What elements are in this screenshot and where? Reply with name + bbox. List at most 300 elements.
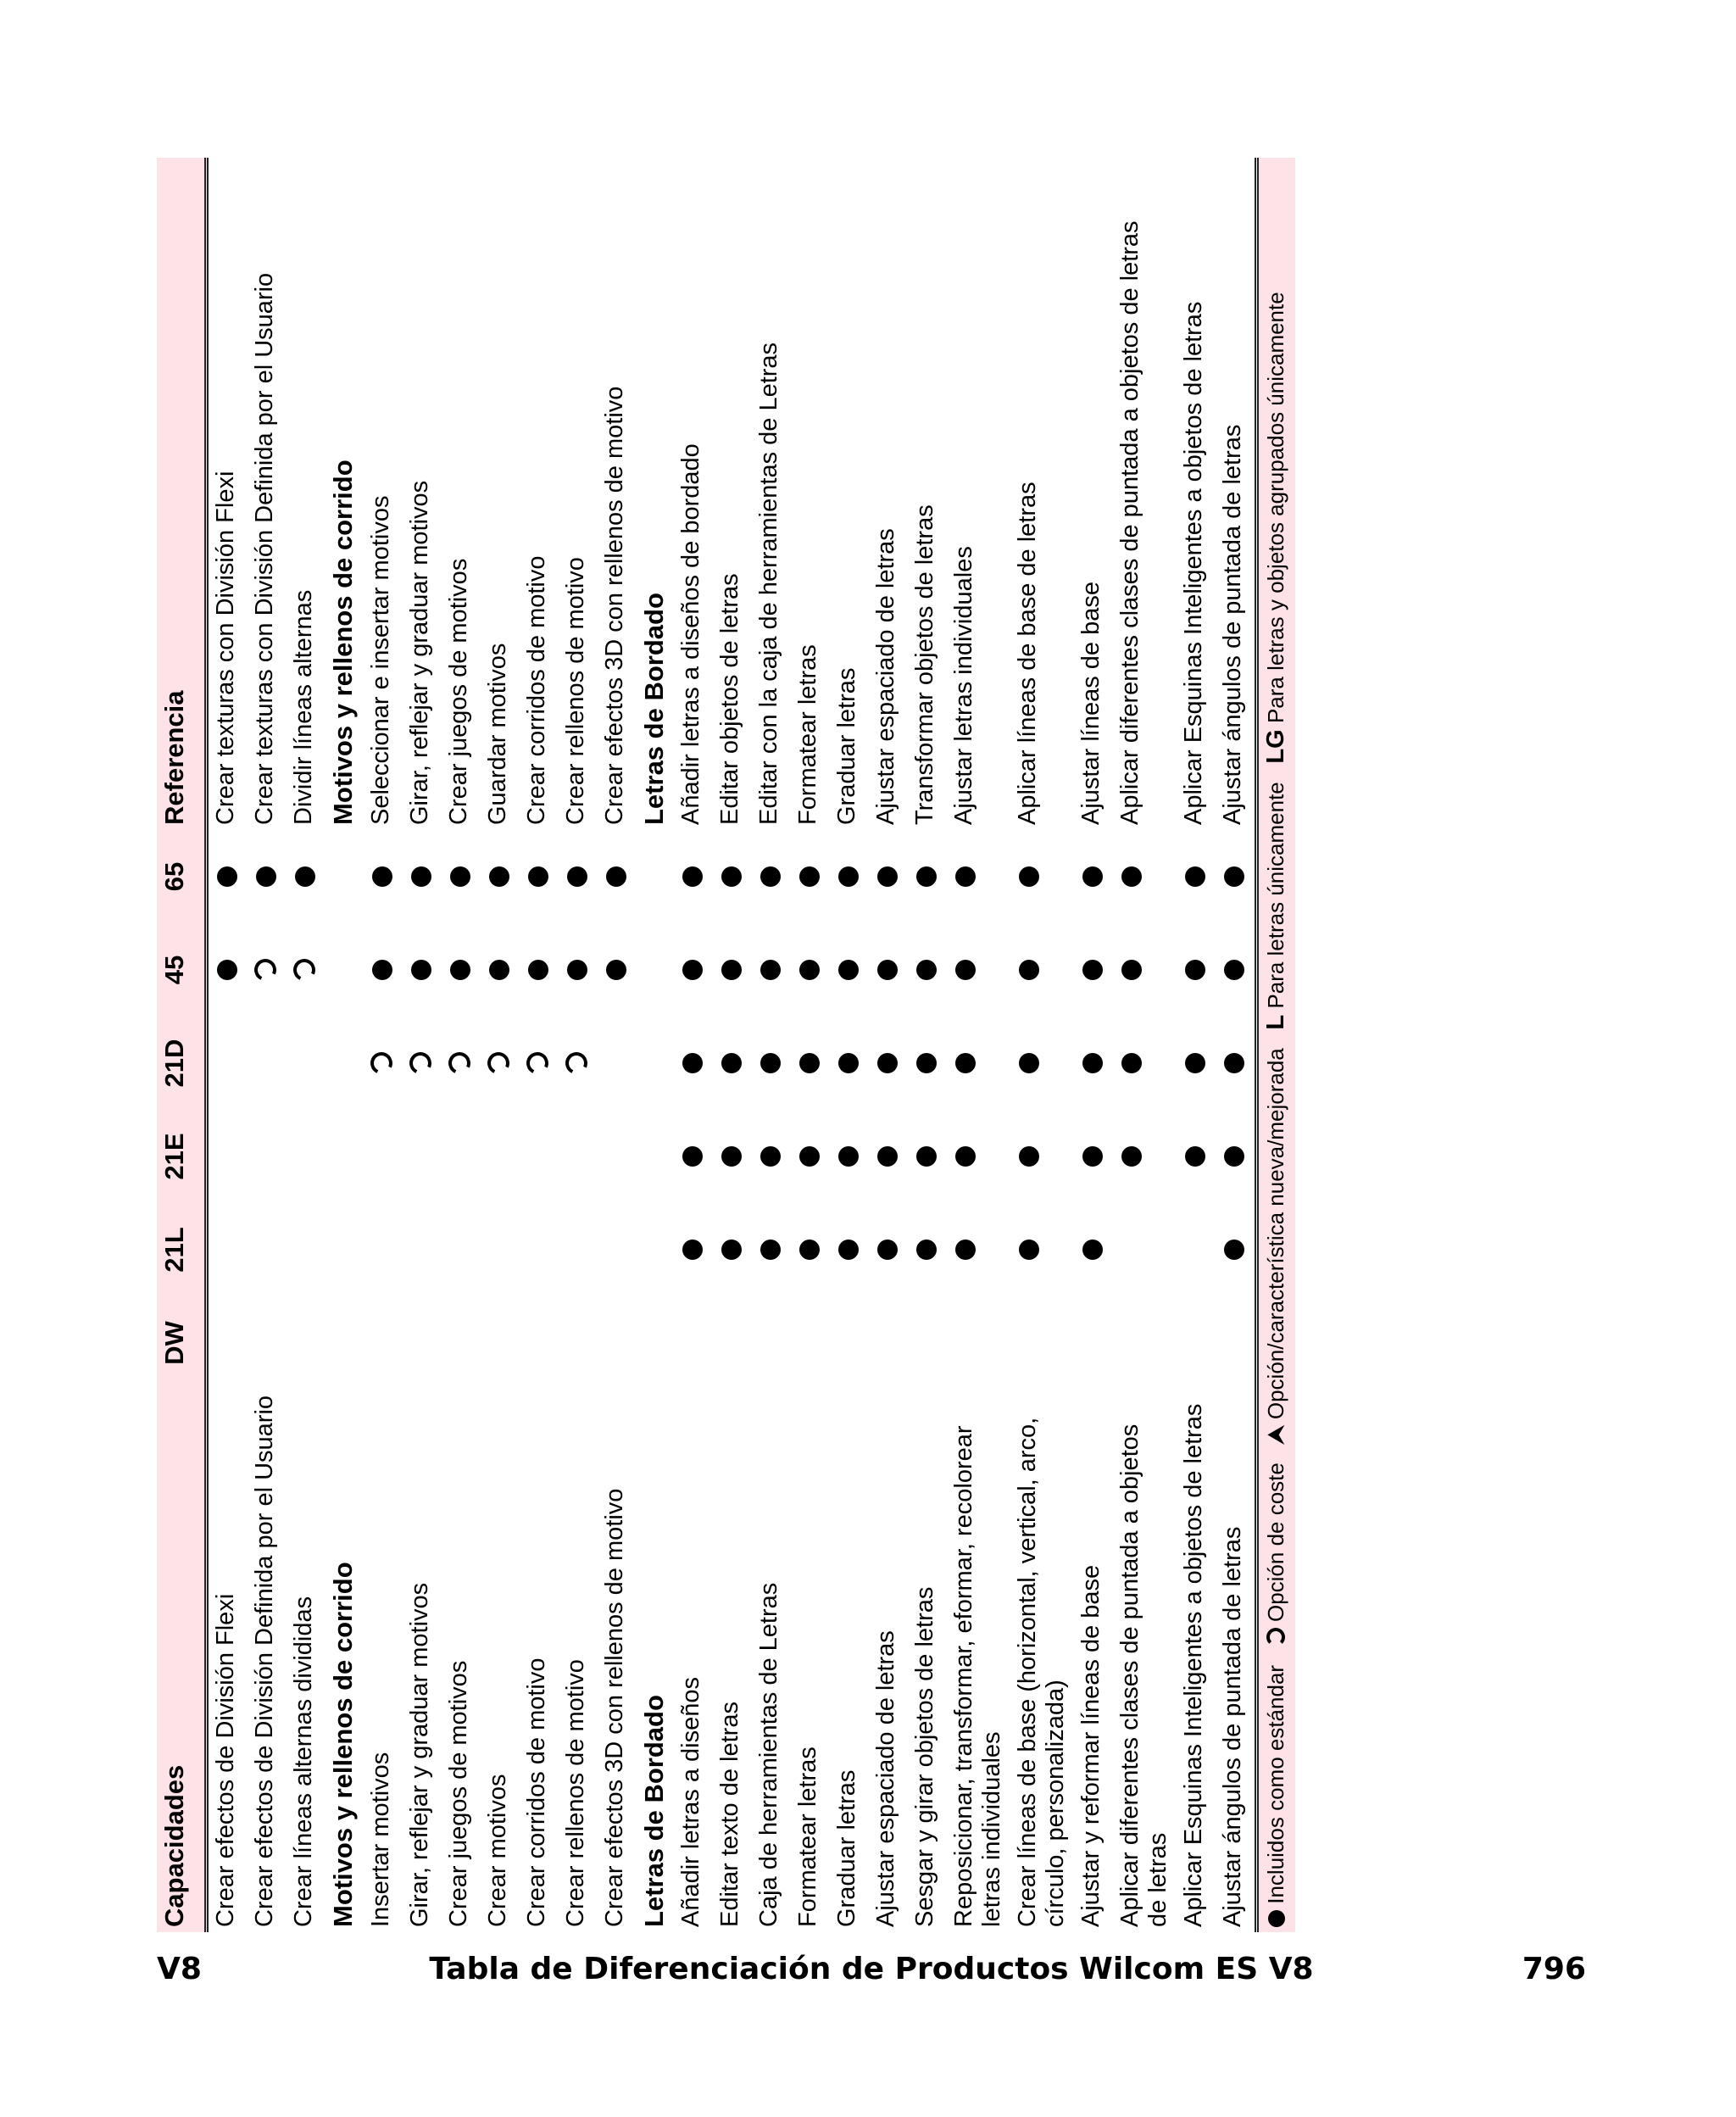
reference-cell: Crear efectos 3D con rellenos de motivo — [600, 386, 628, 825]
table-row — [1010, 158, 1074, 1932]
table-row — [1216, 158, 1257, 1932]
mark-cell-dw — [791, 1296, 830, 1390]
full-dot-icon — [567, 866, 587, 887]
capability-cell: Crear motivos — [481, 1390, 520, 1932]
full-dot-icon — [411, 866, 431, 887]
mark-cell-c21e — [830, 1110, 869, 1203]
mark-cell-dw — [830, 1296, 869, 1390]
full-dot-icon — [721, 1146, 742, 1167]
mark-cell-c45 — [1177, 923, 1216, 1017]
mark-cell-c21d — [947, 1017, 1010, 1110]
full-dot-icon — [1185, 960, 1205, 980]
full-dot-icon — [799, 1146, 820, 1167]
mark-cell-c21e — [248, 1110, 287, 1203]
reference-cell: Crear texturas con División Flexi — [212, 471, 239, 825]
mark-cell-c21l — [248, 1203, 287, 1296]
mark-cell-c45 — [481, 923, 520, 1017]
capability-cell: Motivos y rellenos de corrido — [326, 1390, 364, 1932]
mark-cell-c65 — [830, 830, 869, 923]
mark-cell-c65 — [1074, 830, 1113, 923]
mark-cell-c45 — [908, 923, 947, 1017]
half-circle-icon — [1266, 1628, 1285, 1646]
mark-cell-dw — [520, 1296, 559, 1390]
half-circle-icon — [523, 1049, 551, 1077]
full-dot-icon — [682, 866, 703, 887]
mark-cell-c21d — [207, 1017, 248, 1110]
mark-cell-c21l — [403, 1203, 442, 1296]
mark-cell-c21e — [947, 1110, 1010, 1203]
full-dot-icon — [721, 866, 742, 887]
mark-cell-c21l — [287, 1203, 326, 1296]
reference-cell: Ajustar líneas de base — [1077, 582, 1105, 825]
full-dot-icon — [760, 960, 781, 980]
mark-cell-c21l — [481, 1203, 520, 1296]
mark-cell-c45 — [520, 923, 559, 1017]
full-dot-icon — [877, 1053, 898, 1073]
mark-cell-dw — [713, 1296, 752, 1390]
full-dot-icon — [682, 1240, 703, 1260]
full-dot-icon — [721, 960, 742, 980]
mark-cell-c21d — [520, 1017, 559, 1110]
mark-cell-dw — [481, 1296, 520, 1390]
full-dot-icon — [916, 866, 937, 887]
capability-cell: Crear juegos de motivos — [442, 1390, 481, 1932]
table-row — [559, 158, 598, 1932]
half-circle-icon — [406, 1049, 434, 1077]
mark-cell-c21d — [287, 1017, 326, 1110]
mark-cell-dw — [559, 1296, 598, 1390]
mark-cell-c21d — [752, 1017, 791, 1110]
full-dot-icon — [489, 960, 509, 980]
mark-cell-c65 — [248, 830, 287, 923]
full-dot-icon — [1185, 866, 1205, 887]
rotated-table-block — [157, 158, 1558, 1932]
mark-cell-c65 — [791, 830, 830, 923]
table-row — [869, 158, 908, 1932]
reference-cell: Aplicar líneas de base de letras — [1014, 482, 1042, 825]
half-circle-icon — [562, 1049, 590, 1077]
mark-cell-c21l — [326, 1203, 364, 1296]
full-dot-icon — [1121, 866, 1142, 887]
mark-cell-c21l — [559, 1203, 598, 1296]
mark-cell-c21d — [326, 1017, 364, 1110]
footer-title: Tabla de Diferenciación de Productos Wilcom ES V8 — [429, 1952, 1314, 1986]
mark-cell-c21d — [364, 1017, 403, 1110]
full-dot-icon — [256, 866, 276, 887]
full-dot-icon — [372, 960, 392, 980]
mark-cell-c45 — [364, 923, 403, 1017]
full-dot-icon — [450, 960, 470, 980]
table-row — [442, 158, 481, 1932]
mark-cell-c21d — [1074, 1017, 1113, 1110]
mark-cell-dw — [403, 1296, 442, 1390]
full-dot-icon — [916, 1146, 937, 1167]
reference-cell: Crear texturas con División Definida por el Usuario — [251, 272, 278, 825]
legend-opt-text: Opción de coste — [1263, 1462, 1289, 1623]
mark-cell-c21l — [674, 1203, 713, 1296]
mark-cell-dw — [752, 1296, 791, 1390]
full-dot-icon — [606, 960, 626, 980]
mark-cell-c21l — [713, 1203, 752, 1296]
half-circle-icon — [251, 955, 279, 983]
reference-cell: Crear rellenos de motivo — [561, 557, 589, 825]
mark-cell-c45 — [598, 923, 637, 1017]
mark-cell-c21e — [403, 1110, 442, 1203]
reference-cell: Transformar objetos de letras — [911, 504, 939, 825]
capability-cell: Crear efectos de División Definida por el Usuario — [248, 1390, 287, 1932]
full-dot-icon — [372, 866, 392, 887]
full-dot-icon — [682, 960, 703, 980]
full-dot-icon — [838, 866, 859, 887]
mark-cell-c21d — [869, 1017, 908, 1110]
full-dot-icon — [528, 960, 548, 980]
full-dot-icon — [799, 960, 820, 980]
mark-cell-c21l — [637, 1203, 675, 1296]
full-dot-icon — [528, 866, 548, 887]
mark-cell-c45 — [287, 923, 326, 1017]
mark-cell-dw — [326, 1296, 364, 1390]
mark-cell-c21l — [207, 1203, 248, 1296]
mark-cell-dw — [674, 1296, 713, 1390]
table-row — [207, 158, 248, 1932]
half-circle-icon — [484, 1049, 512, 1077]
capability-cell: Aplicar diferentes clases de puntada a objetos de letras — [1113, 1390, 1177, 1932]
legend-lg-code: LG — [1262, 729, 1290, 764]
mark-cell-c65 — [326, 830, 364, 923]
legend-new-text: Opción/característica nueva/mejorada — [1263, 1048, 1289, 1420]
reference-cell: Letras de Bordado — [638, 593, 669, 825]
mark-cell-c21e — [207, 1110, 248, 1203]
full-dot-icon — [955, 1240, 976, 1260]
full-dot-icon — [916, 1240, 937, 1260]
mark-cell-dw — [248, 1296, 287, 1390]
full-dot-icon — [682, 1053, 703, 1073]
full-dot-icon — [1019, 866, 1039, 887]
capability-cell: Crear líneas alternas divididas — [287, 1390, 326, 1932]
mark-cell-dw — [1074, 1296, 1113, 1390]
mark-cell-c21e — [674, 1110, 713, 1203]
mark-cell-c21e — [1216, 1110, 1257, 1203]
table-row — [481, 158, 520, 1932]
full-dot-icon — [1019, 1240, 1039, 1260]
mark-cell-c65 — [520, 830, 559, 923]
mark-cell-dw — [207, 1296, 248, 1390]
mark-cell-c21d — [481, 1017, 520, 1110]
mark-cell-c21e — [520, 1110, 559, 1203]
mark-cell-c45 — [637, 923, 675, 1017]
full-dot-icon — [799, 866, 820, 887]
mark-cell-c65 — [364, 830, 403, 923]
mark-cell-c45 — [559, 923, 598, 1017]
mark-cell-c65 — [1010, 830, 1074, 923]
mark-cell-c21d — [248, 1017, 287, 1110]
mark-cell-c45 — [869, 923, 908, 1017]
mark-cell-c45 — [947, 923, 1010, 1017]
mark-cell-c45 — [713, 923, 752, 1017]
mark-cell-c21l — [1216, 1203, 1257, 1296]
mark-cell-c21d — [1216, 1017, 1257, 1110]
mark-cell-c65 — [1177, 830, 1216, 923]
reference-cell: Formatear letras — [794, 644, 822, 825]
full-dot-icon — [1224, 1240, 1244, 1260]
mark-cell-c65 — [637, 830, 675, 923]
mark-cell-dw — [1216, 1296, 1257, 1390]
table-row — [520, 158, 559, 1932]
capability-cell: Editar texto de letras — [713, 1390, 752, 1932]
reference-cell: Editar objetos de letras — [716, 573, 744, 825]
full-dot-icon — [1121, 960, 1142, 980]
reference-cell: Crear corridos de motivo — [522, 555, 550, 825]
table-row — [1074, 158, 1113, 1932]
full-dot-icon — [916, 960, 937, 980]
mark-cell-c21e — [869, 1110, 908, 1203]
table-row — [674, 158, 713, 1932]
reference-cell: Girar, reflejar y graduar motivos — [405, 480, 433, 825]
full-dot-icon — [295, 866, 315, 887]
header-21e: 21E — [157, 1110, 207, 1203]
legend — [1257, 158, 1295, 1932]
full-dot-icon — [1268, 1910, 1285, 1927]
table-body — [207, 158, 1257, 1932]
full-dot-icon — [567, 960, 587, 980]
mark-cell-c21l — [908, 1203, 947, 1296]
full-dot-icon — [1082, 1240, 1103, 1260]
mark-cell-c21d — [791, 1017, 830, 1110]
capability-cell: Crear rellenos de motivo — [559, 1390, 598, 1932]
table-row — [1113, 158, 1177, 1932]
full-dot-icon — [955, 1053, 976, 1073]
mark-cell-c21e — [287, 1110, 326, 1203]
mark-cell-c21d — [1113, 1017, 1177, 1110]
mark-cell-c45 — [207, 923, 248, 1017]
section-row — [637, 158, 675, 1932]
mark-cell-c65 — [207, 830, 248, 923]
mark-cell-c45 — [830, 923, 869, 1017]
mark-cell-c21e — [598, 1110, 637, 1203]
reference-cell: Crear juegos de motivos — [444, 558, 472, 825]
mark-cell-c21l — [520, 1203, 559, 1296]
reference-cell: Aplicar diferentes clases de puntada a objetos de letras — [1116, 220, 1144, 825]
mark-cell-c21d — [403, 1017, 442, 1110]
reference-cell: Ajustar espaciado de letras — [872, 528, 900, 825]
capability-cell: Aplicar Esquinas Inteligentes a objetos de letras — [1177, 1390, 1216, 1932]
mark-cell-c65 — [947, 830, 1010, 923]
table-row — [248, 158, 287, 1932]
mark-cell-c21e — [481, 1110, 520, 1203]
full-dot-icon — [877, 1240, 898, 1260]
capability-cell: Ajustar ángulos de puntada de letras — [1216, 1390, 1257, 1932]
mark-cell-c21l — [869, 1203, 908, 1296]
header-21d: 21D — [157, 1017, 207, 1110]
legend-l-text: Para letras únicamente — [1263, 782, 1289, 1009]
mark-cell-c45 — [752, 923, 791, 1017]
full-dot-icon — [1019, 1146, 1039, 1167]
full-dot-icon — [1082, 960, 1103, 980]
mark-cell-dw — [598, 1296, 637, 1390]
table-row — [403, 158, 442, 1932]
reference-cell: Motivos y rellenos de corrido — [328, 460, 358, 825]
table-row — [287, 158, 326, 1932]
mark-cell-c65 — [442, 830, 481, 923]
full-dot-icon — [955, 1146, 976, 1167]
table-row — [1177, 158, 1216, 1932]
mark-cell-c45 — [403, 923, 442, 1017]
legend-lg-text: Para letras y objetos agrupados únicamente — [1263, 292, 1289, 724]
mark-cell-c21l — [947, 1203, 1010, 1296]
mark-cell-c21e — [908, 1110, 947, 1203]
reference-cell: Ajustar ángulos de puntada de letras — [1219, 424, 1247, 825]
full-dot-icon — [1224, 960, 1244, 980]
capability-cell: Girar, reflejar y graduar motivos — [403, 1390, 442, 1932]
table-row — [598, 158, 637, 1932]
mark-cell-c21d — [637, 1017, 675, 1110]
mark-cell-dw — [1010, 1296, 1074, 1390]
mark-cell-c21l — [752, 1203, 791, 1296]
capability-cell: Ajustar espaciado de letras — [869, 1390, 908, 1932]
legend-l-code: L — [1262, 1014, 1290, 1030]
mark-cell-c65 — [1216, 830, 1257, 923]
mark-cell-c21l — [442, 1203, 481, 1296]
mark-cell-c21e — [1074, 1110, 1113, 1203]
reference-cell: Aplicar Esquinas Inteligentes a objetos de letras — [1180, 301, 1208, 825]
mark-cell-c21l — [1177, 1203, 1216, 1296]
mark-cell-c65 — [1113, 830, 1177, 923]
mark-cell-c21e — [752, 1110, 791, 1203]
full-dot-icon — [1224, 866, 1244, 887]
full-dot-icon — [955, 960, 976, 980]
mark-cell-c65 — [287, 830, 326, 923]
header-referencia: Referencia — [157, 158, 207, 830]
full-dot-icon — [1082, 866, 1103, 887]
mark-cell-c21d — [908, 1017, 947, 1110]
table-row — [364, 158, 403, 1932]
full-dot-icon — [760, 1053, 781, 1073]
full-dot-icon — [877, 960, 898, 980]
mark-cell-c21d — [1010, 1017, 1074, 1110]
mark-cell-c65 — [559, 830, 598, 923]
header-65: 65 — [157, 830, 207, 923]
header-21l: 21L — [157, 1203, 207, 1296]
full-dot-icon — [721, 1240, 742, 1260]
mark-cell-c65 — [674, 830, 713, 923]
mark-cell-c21e — [713, 1110, 752, 1203]
page-footer — [157, 1952, 1586, 1994]
reference-cell: Añadir letras a diseños de bordado — [677, 443, 705, 825]
mark-cell-dw — [908, 1296, 947, 1390]
half-circle-icon — [445, 1049, 473, 1077]
mark-cell-c45 — [442, 923, 481, 1017]
mark-cell-c45 — [1113, 923, 1177, 1017]
table-row — [947, 158, 1010, 1932]
mark-cell-c21l — [364, 1203, 403, 1296]
mark-cell-c21d — [598, 1017, 637, 1110]
full-dot-icon — [1019, 1053, 1039, 1073]
mark-cell-c21e — [1177, 1110, 1216, 1203]
mark-cell-c21e — [442, 1110, 481, 1203]
full-dot-icon — [411, 960, 431, 980]
section-row — [326, 158, 364, 1932]
mark-cell-c45 — [1010, 923, 1074, 1017]
table-row — [791, 158, 830, 1932]
full-dot-icon — [799, 1053, 820, 1073]
full-dot-icon — [1185, 1146, 1205, 1167]
capability-cell: Crear líneas de base (horizontal, vertical, arco, círculo, personalizada) — [1010, 1390, 1074, 1932]
table-row — [713, 158, 752, 1932]
capability-cell: Sesgar y girar objetos de letras — [908, 1390, 947, 1932]
mark-cell-dw — [442, 1296, 481, 1390]
full-dot-icon — [916, 1053, 937, 1073]
header-45: 45 — [157, 923, 207, 1017]
mark-cell-c65 — [752, 830, 791, 923]
mark-cell-c65 — [481, 830, 520, 923]
footer-version: V8 — [157, 1952, 202, 1986]
header-capacidades: Capacidades — [157, 1390, 207, 1932]
mark-cell-c21l — [830, 1203, 869, 1296]
full-dot-icon — [760, 1240, 781, 1260]
new-feature-arrow-icon: ⮝ — [1263, 1425, 1289, 1445]
mark-cell-c21e — [791, 1110, 830, 1203]
capability-cell: Crear efectos 3D con rellenos de motivo — [598, 1390, 637, 1932]
full-dot-icon — [1019, 960, 1039, 980]
full-dot-icon — [682, 1146, 703, 1167]
mark-cell-c65 — [598, 830, 637, 923]
mark-cell-c45 — [674, 923, 713, 1017]
mark-cell-dw — [287, 1296, 326, 1390]
mark-cell-c45 — [1216, 923, 1257, 1017]
capability-cell: Ajustar y reformar líneas de base — [1074, 1390, 1113, 1932]
mark-cell-c21d — [830, 1017, 869, 1110]
full-dot-icon — [606, 866, 626, 887]
mark-cell-c65 — [908, 830, 947, 923]
table-header-row — [157, 158, 207, 1932]
mark-cell-c21e — [326, 1110, 364, 1203]
capability-cell: Crear efectos de División Flexi — [207, 1390, 248, 1932]
reference-cell: Ajustar letras individuales — [950, 546, 978, 825]
mark-cell-c21d — [442, 1017, 481, 1110]
full-dot-icon — [721, 1053, 742, 1073]
full-dot-icon — [877, 866, 898, 887]
full-dot-icon — [217, 866, 237, 887]
full-dot-icon — [838, 960, 859, 980]
full-dot-icon — [838, 1240, 859, 1260]
full-dot-icon — [1121, 1053, 1142, 1073]
mark-cell-c45 — [326, 923, 364, 1017]
reference-cell: Seleccionar e insertar motivos — [366, 495, 394, 825]
legend-full-text: Incluidos como estándar — [1263, 1664, 1289, 1904]
mark-cell-c21d — [559, 1017, 598, 1110]
capability-cell: Crear corridos de motivo — [520, 1390, 559, 1932]
full-dot-icon — [760, 1146, 781, 1167]
capability-cell: Añadir letras a diseños — [674, 1390, 713, 1932]
mark-cell-c21l — [1010, 1203, 1074, 1296]
mark-cell-dw — [364, 1296, 403, 1390]
full-dot-icon — [217, 960, 237, 980]
mark-cell-c45 — [248, 923, 287, 1017]
mark-cell-dw — [1113, 1296, 1177, 1390]
full-dot-icon — [1082, 1053, 1103, 1073]
mark-cell-c21e — [1113, 1110, 1177, 1203]
mark-cell-c21l — [791, 1203, 830, 1296]
table-row — [908, 158, 947, 1932]
mark-cell-c21e — [364, 1110, 403, 1203]
full-dot-icon — [838, 1146, 859, 1167]
header-dw: DW — [157, 1296, 207, 1390]
full-dot-icon — [1082, 1146, 1103, 1167]
reference-cell: Dividir líneas alternas — [290, 589, 317, 825]
half-circle-icon — [290, 955, 318, 983]
table-row — [752, 158, 791, 1932]
full-dot-icon — [1121, 1146, 1142, 1167]
